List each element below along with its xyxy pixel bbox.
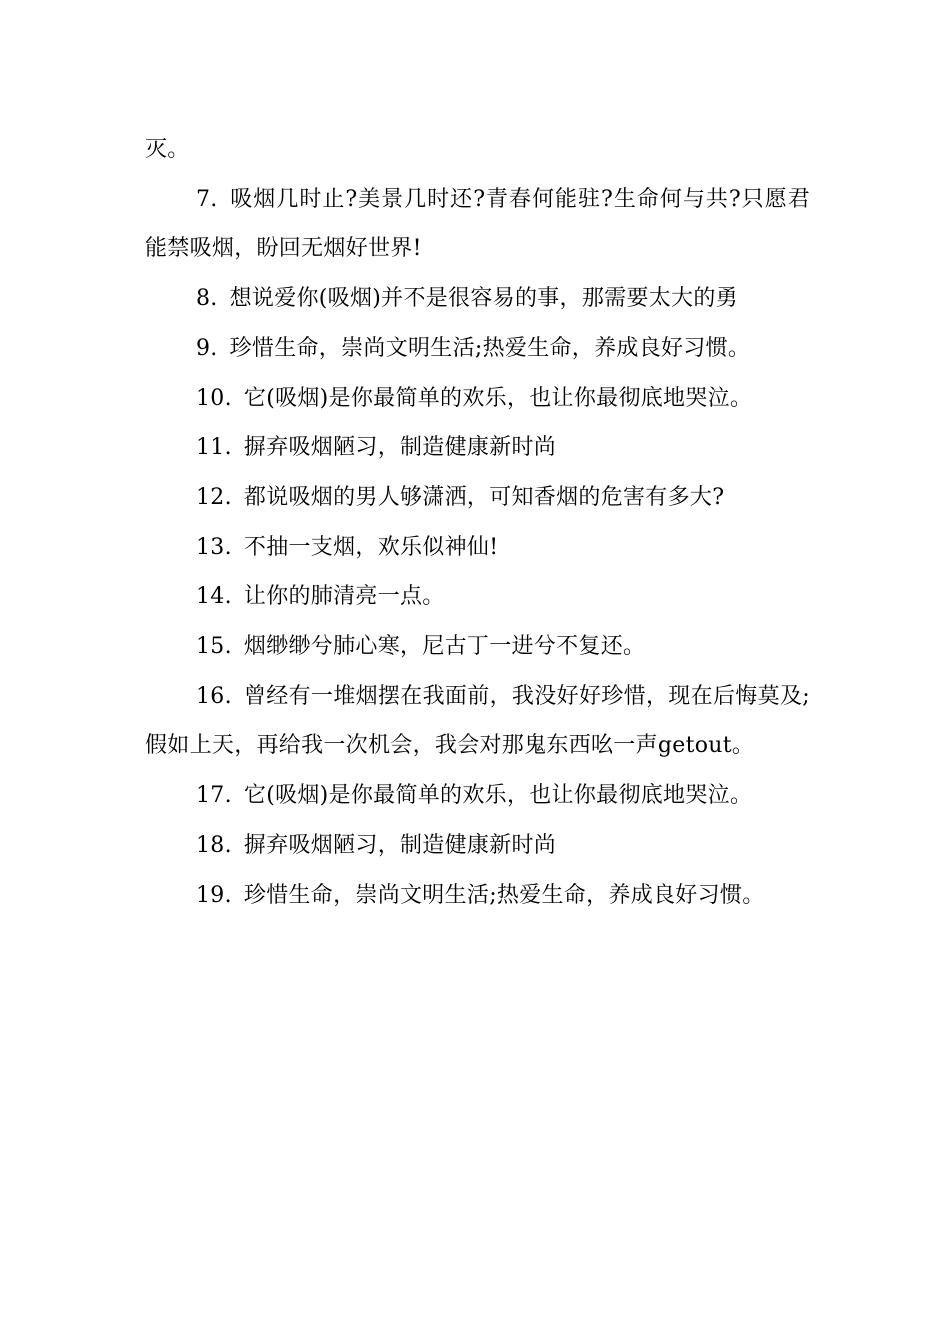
paragraph-text: 珍惜生命，崇尚文明生活;热爱生命，养成良好习惯。 [229, 335, 751, 361]
paragraph-number: 19. [196, 882, 232, 908]
paragraph-number: 18. [196, 832, 232, 858]
document-body [145, 125, 810, 920]
paragraph [145, 523, 810, 573]
paragraph-text: 灭。 [145, 137, 190, 162]
paragraph [145, 125, 810, 175]
paragraph [145, 821, 810, 871]
paragraph-number: 17. [196, 783, 232, 809]
paragraph [145, 572, 810, 622]
paragraph-number: 10. [196, 385, 232, 411]
paragraph-number: 16. [196, 683, 232, 709]
paragraph-text: 不抽一支烟，欢乐似神仙! [243, 534, 499, 560]
paragraph [145, 423, 810, 473]
paragraph-text: 让你的肺清亮一点。 [243, 584, 445, 610]
paragraph-number: 12. [196, 484, 232, 510]
paragraph-text: 烟缈缈兮肺心寒，尼古丁一进兮不复还。 [243, 634, 646, 660]
paragraph-number: 11. [196, 435, 232, 461]
paragraph-text: 吸烟几时止?美景几时还?青春何能驻?生命何与共?只愿君能禁吸烟，盼回无烟好世界! [145, 186, 810, 262]
paragraph-text: 它(吸烟)是你最简单的欢乐，也让你最彻底地哭泣。 [243, 385, 753, 411]
paragraph-text: 想说爱你(吸烟)并不是很容易的事，那需要太大的勇 [229, 286, 738, 312]
paragraph [145, 622, 810, 672]
paragraph [145, 771, 810, 821]
paragraph-text: 都说吸烟的男人够潇洒，可知香烟的危害有多大? [243, 484, 725, 510]
paragraph-number: 13. [196, 534, 232, 560]
paragraph [145, 672, 810, 771]
paragraph [145, 374, 810, 424]
paragraph-number: 15. [196, 634, 232, 660]
paragraph-number: 9. [196, 335, 218, 361]
paragraph-number: 14. [196, 584, 232, 610]
paragraph-text: 摒弃吸烟陋习，制造健康新时尚 [243, 832, 557, 858]
paragraph-text: 它(吸烟)是你最简单的欢乐，也让你最彻底地哭泣。 [243, 783, 753, 809]
paragraph-text: 曾经有一堆烟摆在我面前，我没好好珍惜，现在后悔莫及;假如上天，再给我一次机会，我会对那鬼东西吆一声getout。 [145, 683, 810, 759]
paragraph-number: 8. [196, 286, 218, 312]
paragraph [145, 473, 810, 523]
paragraph [145, 871, 810, 921]
paragraph-number: 7. [196, 186, 218, 212]
paragraph-text: 珍惜生命，崇尚文明生活;热爱生命，养成良好习惯。 [243, 882, 765, 908]
paragraph [145, 274, 810, 324]
paragraph [145, 324, 810, 374]
paragraph-text: 摒弃吸烟陋习，制造健康新时尚 [243, 435, 557, 461]
paragraph [145, 175, 810, 274]
